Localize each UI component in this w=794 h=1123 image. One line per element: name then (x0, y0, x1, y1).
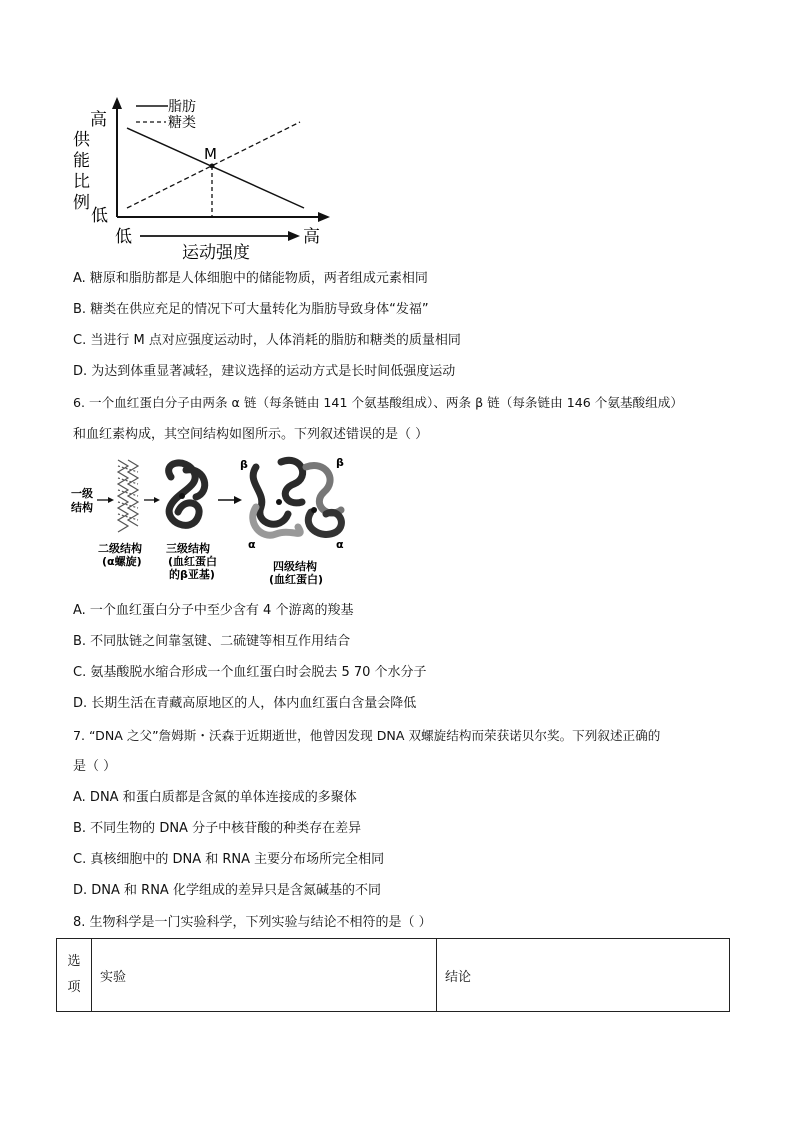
y-low-label: 低 (91, 206, 108, 226)
y-axis-label-2: 能 (73, 151, 90, 171)
header-experiment: 实验 (92, 939, 437, 1012)
y-axis-label-4: 例 (73, 193, 90, 213)
q6-option-b: B. 不同肽链之间靠氢键、二硫键等相互作用结合 (73, 634, 351, 649)
q5-option-a: A. 糖原和脂肪都是人体细胞中的储能物质，两者组成元素相同 (73, 271, 428, 286)
secondary-caption-1: 二级结构 (98, 542, 142, 555)
y-axis-label-3: 比 (73, 172, 90, 192)
beta-label-right: β (336, 456, 344, 469)
header-option-cell (57, 939, 92, 1012)
alpha-helix-image (118, 460, 138, 532)
hemoglobin-structure-figure (66, 452, 366, 590)
x-high-label: 高 (303, 227, 320, 247)
q6-stem-line2: 和血红素构成，其空间结构如图所示。下列叙述错误的是（ ） (73, 427, 429, 442)
header-option-line1: 选 (67, 954, 81, 969)
header-option-line2: 项 (67, 980, 81, 995)
arrow-3-head (234, 496, 242, 504)
alpha-label-left: α (248, 538, 256, 551)
q5-option-c: C. 当进行 M 点对应强度运动时，人体消耗的脂肪和糖类的质量相同 (73, 333, 461, 348)
x-axis-label: 运动强度 (182, 243, 250, 263)
q5-option-b: B. 糖类在供应充足的情况下可大量转化为脂肪导致身体“发福” (73, 302, 429, 317)
y-axis-label-1: 供 (73, 130, 90, 150)
q6-option-a: A. 一个血红蛋白分子中至少含有 4 个游离的羧基 (73, 603, 354, 618)
table-row (57, 939, 730, 1012)
q8-stem: 8. 生物科学是一门实验科学，下列实验与结论不相符的是（ ） (73, 915, 432, 930)
arrow-2-head (154, 497, 160, 503)
q7-stem-line1: 7. “DNA 之父”詹姆斯・沃森于近期逝世，他曾因发现 DNA 双螺旋结构而荣获诺贝尔奖。下列叙述正确的 (73, 728, 661, 743)
x-axis-arrow (318, 212, 330, 222)
m-point (210, 164, 215, 169)
arrow-1-head (108, 497, 114, 503)
x-low-label: 低 (115, 227, 132, 247)
tertiary-caption-3: 的β亚基) (169, 568, 215, 581)
fat-line (127, 128, 304, 208)
legend-sugar: 糖类 (168, 115, 196, 131)
energy-supply-graph (60, 95, 350, 265)
tertiary-caption-1: 三级结构 (166, 542, 210, 555)
primary-label-2: 结构 (71, 501, 93, 514)
header-conclusion: 结论 (437, 939, 730, 1012)
beta-label-left: β (240, 458, 248, 471)
q7-stem-line2: 是（ ） (73, 759, 117, 774)
y-axis-arrow (112, 97, 122, 109)
quaternary-structure-image (253, 460, 342, 535)
quaternary-caption-2: (血红蛋白) (269, 573, 324, 586)
tertiary-caption-2: (血红蛋白 (168, 555, 218, 568)
m-label: M (204, 145, 217, 163)
q5-option-d: D. 为达到体重显著减轻，建议选择的运动方式是长时间低强度运动 (73, 364, 456, 379)
q6-option-d: D. 长期生活在青藏高原地区的人，体内血红蛋白含量会降低 (73, 696, 417, 711)
q8-table (56, 938, 730, 1012)
quaternary-caption-1: 四级结构 (273, 560, 317, 573)
q6-option-c: C. 氨基酸脱水缩合形成一个血红蛋白时会脱去 5 70 个水分子 (73, 665, 427, 680)
tertiary-structure-image (169, 463, 205, 525)
primary-label-1: 一级 (71, 487, 93, 500)
y-high-label: 高 (90, 110, 107, 130)
q7-option-b: B. 不同生物的 DNA 分子中核苷酸的种类存在差异 (73, 821, 362, 836)
q7-option-c: C. 真核细胞中的 DNA 和 RNA 主要分布场所完全相同 (73, 852, 385, 867)
q6-stem-line1: 6. 一个血红蛋白分子由两条 α 链（每条链由 141 个氨基酸组成）、两条 β 链（每条链由 146 个氨基酸组成） (73, 395, 683, 410)
q7-option-d: D. DNA 和 RNA 化学组成的差异只是含氮碱基的不同 (73, 883, 381, 898)
secondary-caption-2: (α螺旋) (102, 555, 142, 568)
q7-option-a: A. DNA 和蛋白质都是含氮的单体连接成的多聚体 (73, 790, 357, 805)
alpha-label-right: α (336, 538, 344, 551)
legend-fat: 脂肪 (168, 99, 196, 115)
x-label-arrow-head (288, 231, 300, 241)
